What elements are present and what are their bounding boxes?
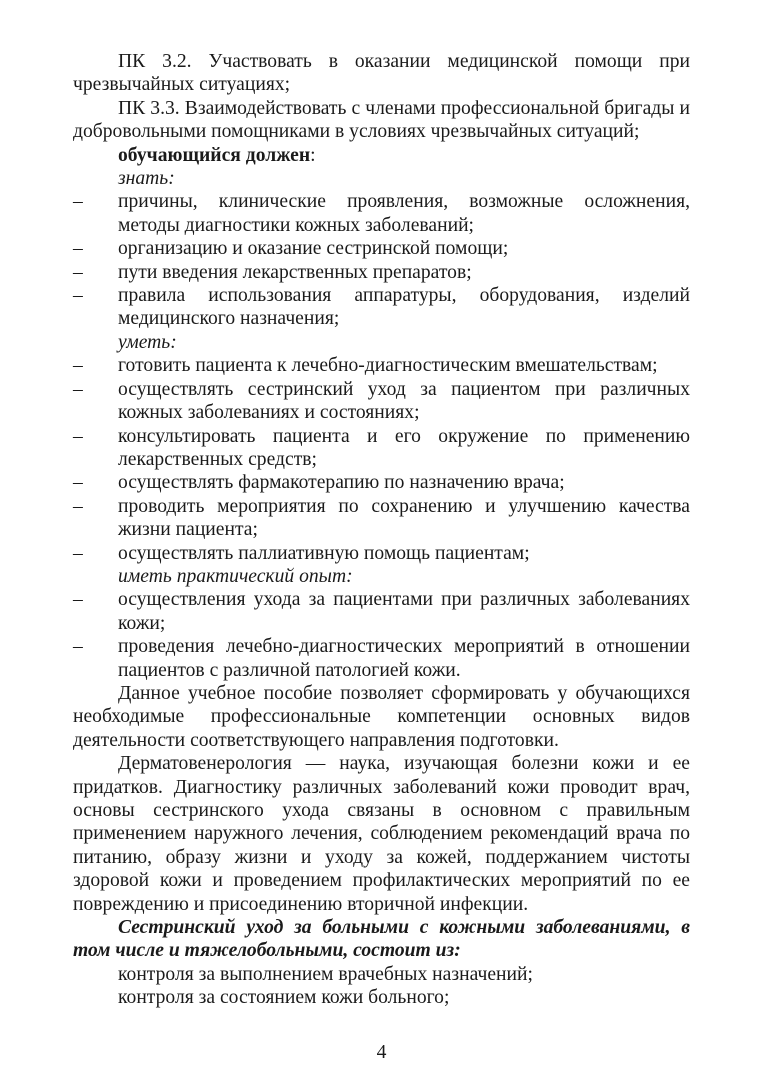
dash-marker: – bbox=[73, 238, 83, 260]
list-item bbox=[73, 261, 690, 284]
care-item: контроля за состоянием кожи больного; bbox=[118, 987, 450, 1009]
list-item bbox=[73, 237, 690, 260]
dash-marker: – bbox=[73, 355, 83, 377]
list-item-text: осуществлять паллиативную помощь пациентам; bbox=[118, 542, 530, 564]
list-item-text: правила использования аппаратуры, оборудования, изделий медицинского назначения; bbox=[118, 285, 690, 330]
dash-marker: – bbox=[73, 261, 83, 283]
student-must-heading bbox=[73, 144, 690, 167]
dash-marker: – bbox=[73, 285, 83, 307]
list-item-text: осуществления ухода за пациентами при различных заболеваниях кожи; bbox=[118, 589, 690, 634]
list-item bbox=[73, 354, 690, 377]
list-item bbox=[73, 588, 690, 635]
list-item bbox=[73, 635, 690, 682]
list-item-text: причины, клинические проявления, возможные осложнения, методы диагностики кожных заболеваний; bbox=[118, 191, 690, 236]
competency-pk-3-2: ПК 3.2. Участвовать в оказании медицинской помощи при чрезвычайных ситуациях; bbox=[73, 51, 690, 96]
experience-heading: иметь практический опыт: bbox=[118, 565, 353, 587]
dash-marker: – bbox=[73, 636, 83, 658]
student-must-label: обучающийся должен bbox=[118, 144, 311, 166]
dash-marker: – bbox=[73, 425, 83, 447]
competency-pk-3-3: ПК 3.3. Взаимодействовать с членами профессиональной бригады и добровольными помощниками в условиях чрезвычайных ситуаций; bbox=[73, 97, 690, 143]
list-item-text: организацию и оказание сестринской помощи; bbox=[118, 238, 509, 260]
list-item bbox=[73, 542, 690, 565]
list-item bbox=[73, 425, 690, 472]
paragraph-dermatovenereology: Дерматовенерология — наука, изучающая болезни кожи и ее придатков. Диагностику различных заболеваний кожи проводит врач, основы сестринского ухода связаны в основном с правильным применением наружного лечения, соблюдением рекомендаций врача по питанию, образу жизни и уходу за кожей, поддержанием чистоты здоровой кожи и проведением профилактических мероприятий по ее повреждению и присоединению вторичной инфекции. bbox=[73, 753, 690, 915]
list-item-text: осуществлять сестринский уход за пациентом при различных кожных заболеваниях и состояниях; bbox=[118, 378, 690, 424]
list-item bbox=[73, 378, 690, 425]
list-item bbox=[73, 495, 690, 542]
dash-marker: – bbox=[73, 378, 83, 400]
list-item-text: консультировать пациента и его окружение по применению лекарственных средств; bbox=[118, 425, 690, 470]
list-item-text: проведения лечебно-диагностических мероприятий в отношении пациентов с различной патологией кожи. bbox=[118, 636, 690, 681]
care-item: контроля за выполнением врачебных назначений; bbox=[118, 963, 533, 985]
know-heading: знать: bbox=[118, 168, 175, 190]
dash-marker: – bbox=[73, 495, 83, 517]
care-heading: Сестринский уход за больными с кожными заболеваниями, в том числе и тяжелобольными, состоит из: bbox=[73, 917, 690, 962]
student-must-colon: : bbox=[310, 144, 316, 166]
list-item bbox=[73, 190, 690, 237]
dash-marker: – bbox=[73, 542, 83, 564]
dash-marker: – bbox=[73, 472, 83, 494]
list-item bbox=[73, 471, 690, 494]
page-number: 4 bbox=[376, 1042, 387, 1063]
document-page bbox=[73, 50, 690, 1010]
list-item-text: проводить мероприятия по сохранению и улучшению качества жизни пациента; bbox=[118, 495, 690, 541]
dash-marker: – bbox=[73, 191, 83, 213]
list-item-text: пути введения лекарственных препаратов; bbox=[118, 261, 472, 283]
can-heading: уметь: bbox=[118, 331, 177, 353]
list-item-text: готовить пациента к лечебно-диагностическим вмешательствам; bbox=[118, 355, 658, 377]
paragraph-textbook: Данное учебное пособие позволяет сформировать у обучающихся необходимые профессиональные компетенции основных видов деятельности соответствующего направления подготовки. bbox=[73, 682, 690, 751]
list-item-text: осуществлять фармакотерапию по назначению врача; bbox=[118, 472, 565, 494]
list-item bbox=[73, 284, 690, 331]
dash-marker: – bbox=[73, 589, 83, 611]
